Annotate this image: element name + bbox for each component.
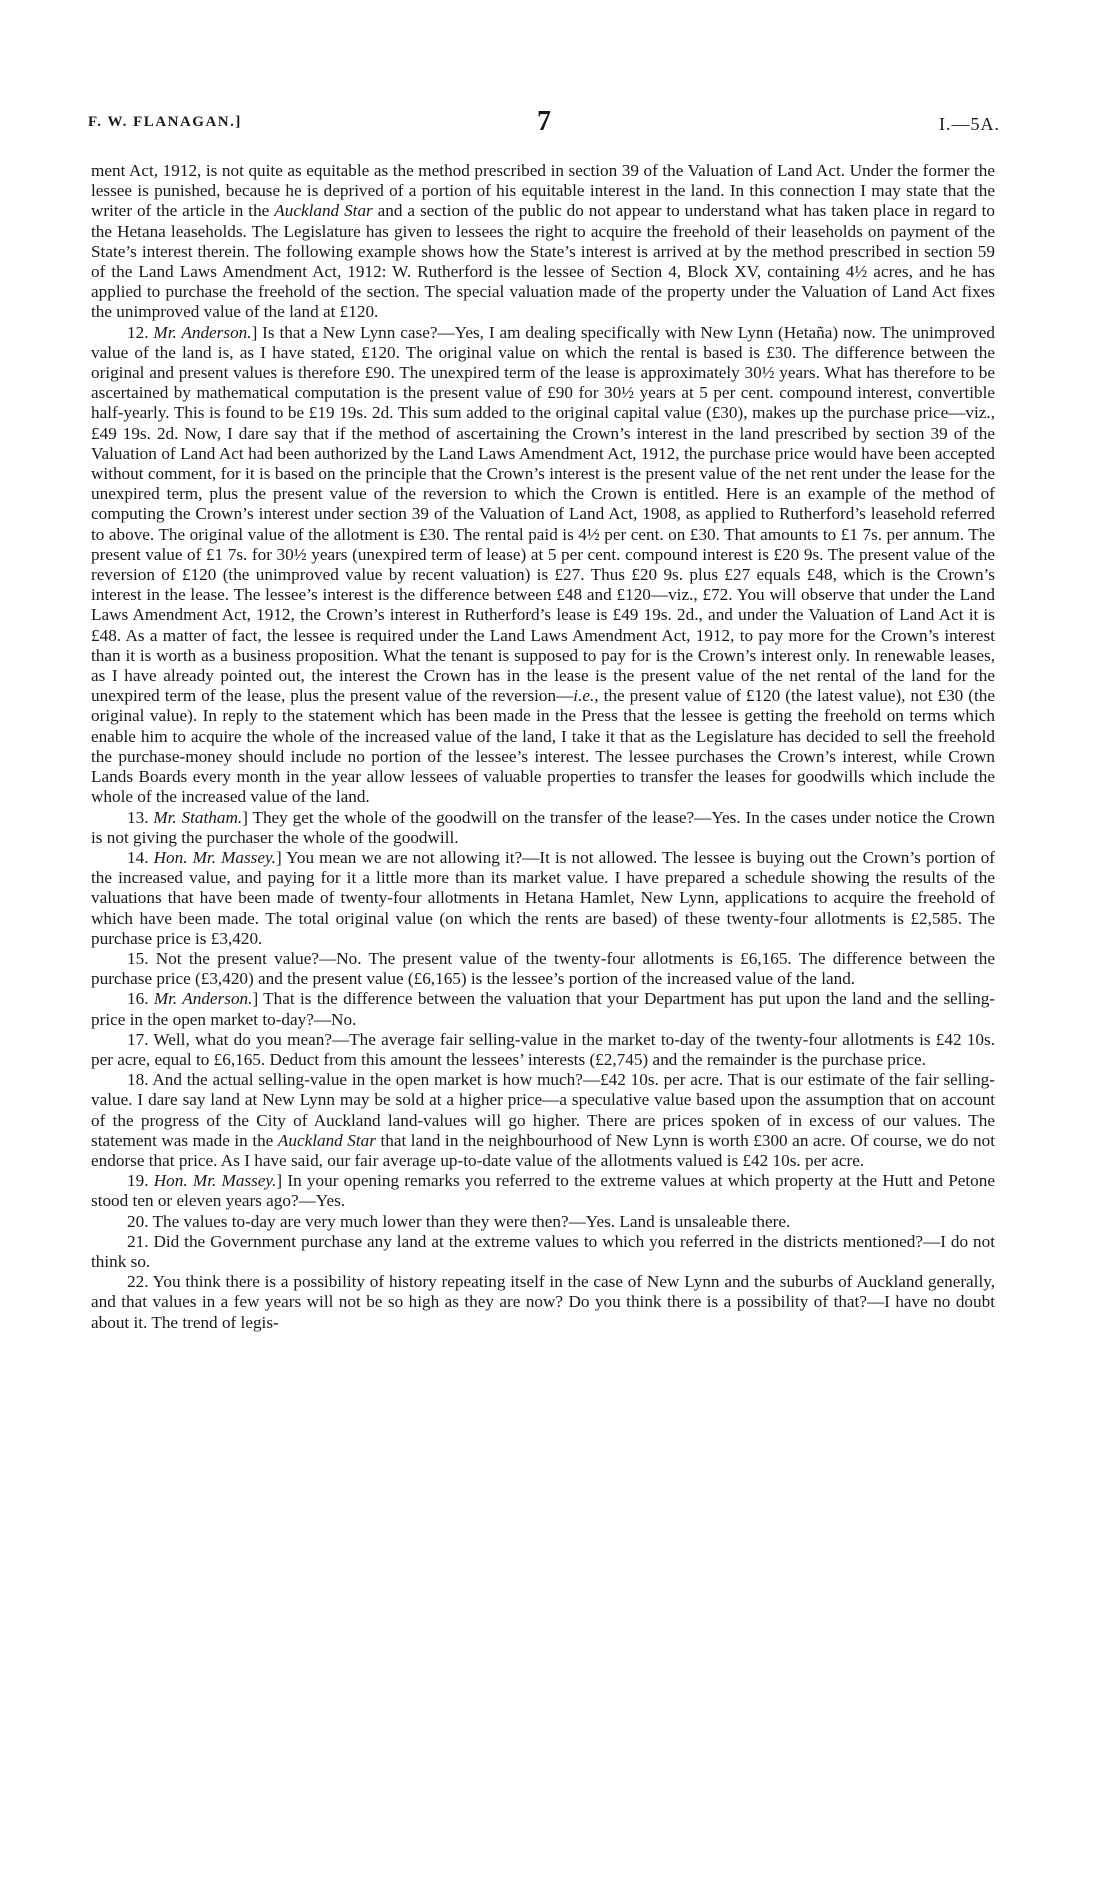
paragraph	[91, 1030, 995, 1070]
paragraph-text: 18. And the actual selling-value in the open market is how much?—£42 10s. per acre. That is our estimate of the fair selling-value. I dare say land at New Lynn may be sold at a higher price—a speculative value based upon the assumption that on account of the progress of the City of Auckland land-values will go higher. There are prices spoken of in excess of our values. The statement was made in the	[91, 1070, 995, 1150]
header-witness-name: F. W. FLANAGAN.]	[88, 114, 242, 130]
paragraph-text: , the present value of £120 (the latest value), not £30 (the original value). In reply to the statement which has been made in the Press that the lessee is getting the freehold on terms which enable him to acquire the whole of the increased value of the land, I take it that as the Legislature has decided to sell the freehold the purchase-money should include no portion of the lessee’s interest. The lessee purchases the Crown’s interest, while Crown Lands Boards every month in the year allow lessees of valuable properties to transfer the leases for goodwills which include the whole of the increased value of the land.	[91, 686, 995, 807]
paragraph-text: ] That is the difference between the valuation that your Department has put upon the land and the selling-price in the open market to-day?—No.	[91, 989, 996, 1029]
paragraph	[91, 848, 995, 949]
italic-text: Auckland Star	[274, 201, 373, 221]
paragraph-text: 13.	[127, 807, 154, 827]
italic-text: Hon. Mr. Massey.	[153, 847, 276, 867]
italic-text: Auckland Star	[277, 1130, 376, 1150]
paragraph-text: ] They get the whole of the goodwill on the transfer of the lease?—Yes. In the cases under notice the Crown is not giving the purchaser the whole of the goodwill.	[91, 807, 996, 847]
italic-text: Hon. Mr. Massey.	[153, 1171, 277, 1191]
paragraph	[91, 949, 995, 989]
paragraph	[91, 323, 995, 808]
paragraph-text: ment Act, 1912, is not quite as equitable as the method prescribed in section 39 of the Valuation of Land Act. Under the former the lessee is punished, because he is deprived of a portion of his equitable interest in the land. In this connection I may state that the writer of the article in the	[91, 161, 995, 221]
paragraph-text: 15. Not the present value?—No. The present value of the twenty-four allotments is £6,165. The difference between the purchase price (£3,420) and the present value (£6,165) is the lessee’s portion of the increased value of the land.	[91, 948, 995, 989]
paragraph-text: ] You mean we are not allowing it?—It is not allowed. The lessee is buying out the Crown’s portion of the increased value, and paying for it a little more than its market value. I have prepared a schedule showing the results of the valuations that have been made of twenty-four allotments in Hetana Hamlet, New Lynn, applications to acquire the freehold of which have been made. The total original value (on which the rents are based) of these twenty-four allotments is £2,585. The purchase price is £3,420.	[91, 847, 996, 948]
paragraph	[91, 1070, 995, 1171]
page-header	[88, 106, 1000, 140]
paragraph	[91, 1232, 995, 1272]
paragraph	[91, 1171, 995, 1211]
paragraph	[91, 161, 995, 323]
italic-text: Mr. Statham.	[153, 807, 243, 827]
paragraph-text: 14.	[127, 847, 154, 867]
italic-text: i.e.	[573, 686, 595, 706]
paragraph-text: 12.	[127, 322, 154, 342]
paragraph-text: 17. Well, what do you mean?—The average fair selling-value in the market to-day of the twenty-four allotments is £42 10s. per acre, equal to £6,165. Deduct from this amount the lessees’ interests (£2,745) and the remainder is the purchase price.	[91, 1029, 995, 1069]
paragraph-text: ] Is that a New Lynn case?—Yes, I am dealing specifically with New Lynn (Hetaña) now. The unimproved value of the land is, as I have stated, £120. The original value on which the rental is based is £30. The difference between the original and present values is therefore £90. The unexpired term of the lease is approximately 30½ years. What has therefore to be ascertained by mathematical computation is the present value of £90 for 30½ years at 5 per cent. compound interest, convertible half-yearly. This is found to be £19 19s. 2d. This sum added to the original capital value (£30), makes up the purchase price—viz., £49 19s. 2d. Now, I dare say that if the method of ascertaining the Crown’s interest in the land prescribed by section 39 of the Valuation of Land Act had been authorized by the Land Laws Amendment Act, 1912, the purchase price would have been accepted without comment, for it is based on the principle that the Crown’s interest is the present value of the net rent under the lease for the unexpired term, plus the present value of the reversion to which the Crown is entitled. Here is an example of the method of computing the Crown’s interest under section 39 of the Valuation of Land Act, 1908, as applied to Rutherford’s leasehold referred to above. The original value of the allotment is £30. The rental paid is 4½ per cent. on £30. That amounts to £1 7s. per annum. The present value of £1 7s. for 30½ years (unexpired term of lease) at 5 per cent. compound interest is £20 9s. The present value of the reversion of £120 (the unimproved value by recent valuation) is £27. Thus £20 9s. plus £27 equals £48, which is the Crown’s interest in the lease. The lessee’s interest is the difference between £48 and £120—viz., £72. You will observe that under the Land Laws Amendment Act, 1912, the Crown’s interest in Rutherford’s lease is £49 19s. 2d., and under the Valuation of Land Act it is £48. As a matter of fact, the lessee is required under the Land Laws Amendment Act, 1912, to pay more for the Crown’s interest than it is worth as a business proposition. What the tenant is supposed to pay for is the Crown’s interest only. In renewable leases, as I have already pointed out, the interest the Crown has in the lease is the present value of the net rental of the land for the unexpired term of the lease, plus the present value of the reversion—	[91, 322, 996, 706]
paragraph-text: 16.	[127, 989, 154, 1009]
paragraph	[91, 1272, 995, 1333]
italic-text: Mr. Anderson.	[153, 322, 252, 342]
italic-text: Mr. Anderson.	[153, 989, 253, 1009]
paragraph-text: ] In your opening remarks you referred to the extreme values at which property at the Hutt and Petone stood ten or eleven years ago?—Yes.	[91, 1171, 995, 1211]
paragraph	[91, 989, 995, 1029]
paragraph-text: and a section of the public do not appear to understand what has taken place in regard to the Hetana leaseholds. The Legislature has given to lessees the right to acquire the freehold of their leaseholds on payment of the State’s interest therein. The following example shows how the State’s interest is arrived at by the method prescribed in section 59 of the Land Laws Amendment Act, 1912: W. Rutherford is the lessee of Section 4, Block XV, containing 4½ acres, and he has applied to purchase the freehold of the section. The special valuation made of the property under the Valuation of Land Act fixes the unimproved value of the land at £120.	[91, 201, 996, 322]
paragraph-text: that land in the neighbourhood of New Lynn is worth £300 an acre. Of course, we do not endorse that price. As I have said, our fair average up-to-date value of the allotments valued is £42 10s. per acre.	[91, 1130, 995, 1170]
paragraph-text: 19.	[127, 1171, 154, 1191]
paragraph-text: 20. The values to-day are very much lower than they were then?—Yes. Land is unsaleable there.	[127, 1211, 791, 1231]
paragraph-text: 21. Did the Government purchase any land at the extreme values to which you referred in the districts mentioned?—I do not think so.	[91, 1231, 995, 1271]
document-body	[91, 161, 995, 1333]
page-number: 7	[537, 106, 551, 137]
header-paper-reference: I.—5A.	[939, 114, 1000, 134]
paragraph-text: 22. You think there is a possibility of history repeating itself in the case of New Lynn and the suburbs of Auckland generally, and that values in a few years will not be so high as they are now? Do you think there is a possibility of that?—I have no doubt about it. The trend of legis-	[91, 1272, 995, 1332]
paragraph	[91, 1212, 995, 1232]
paragraph	[91, 808, 995, 848]
